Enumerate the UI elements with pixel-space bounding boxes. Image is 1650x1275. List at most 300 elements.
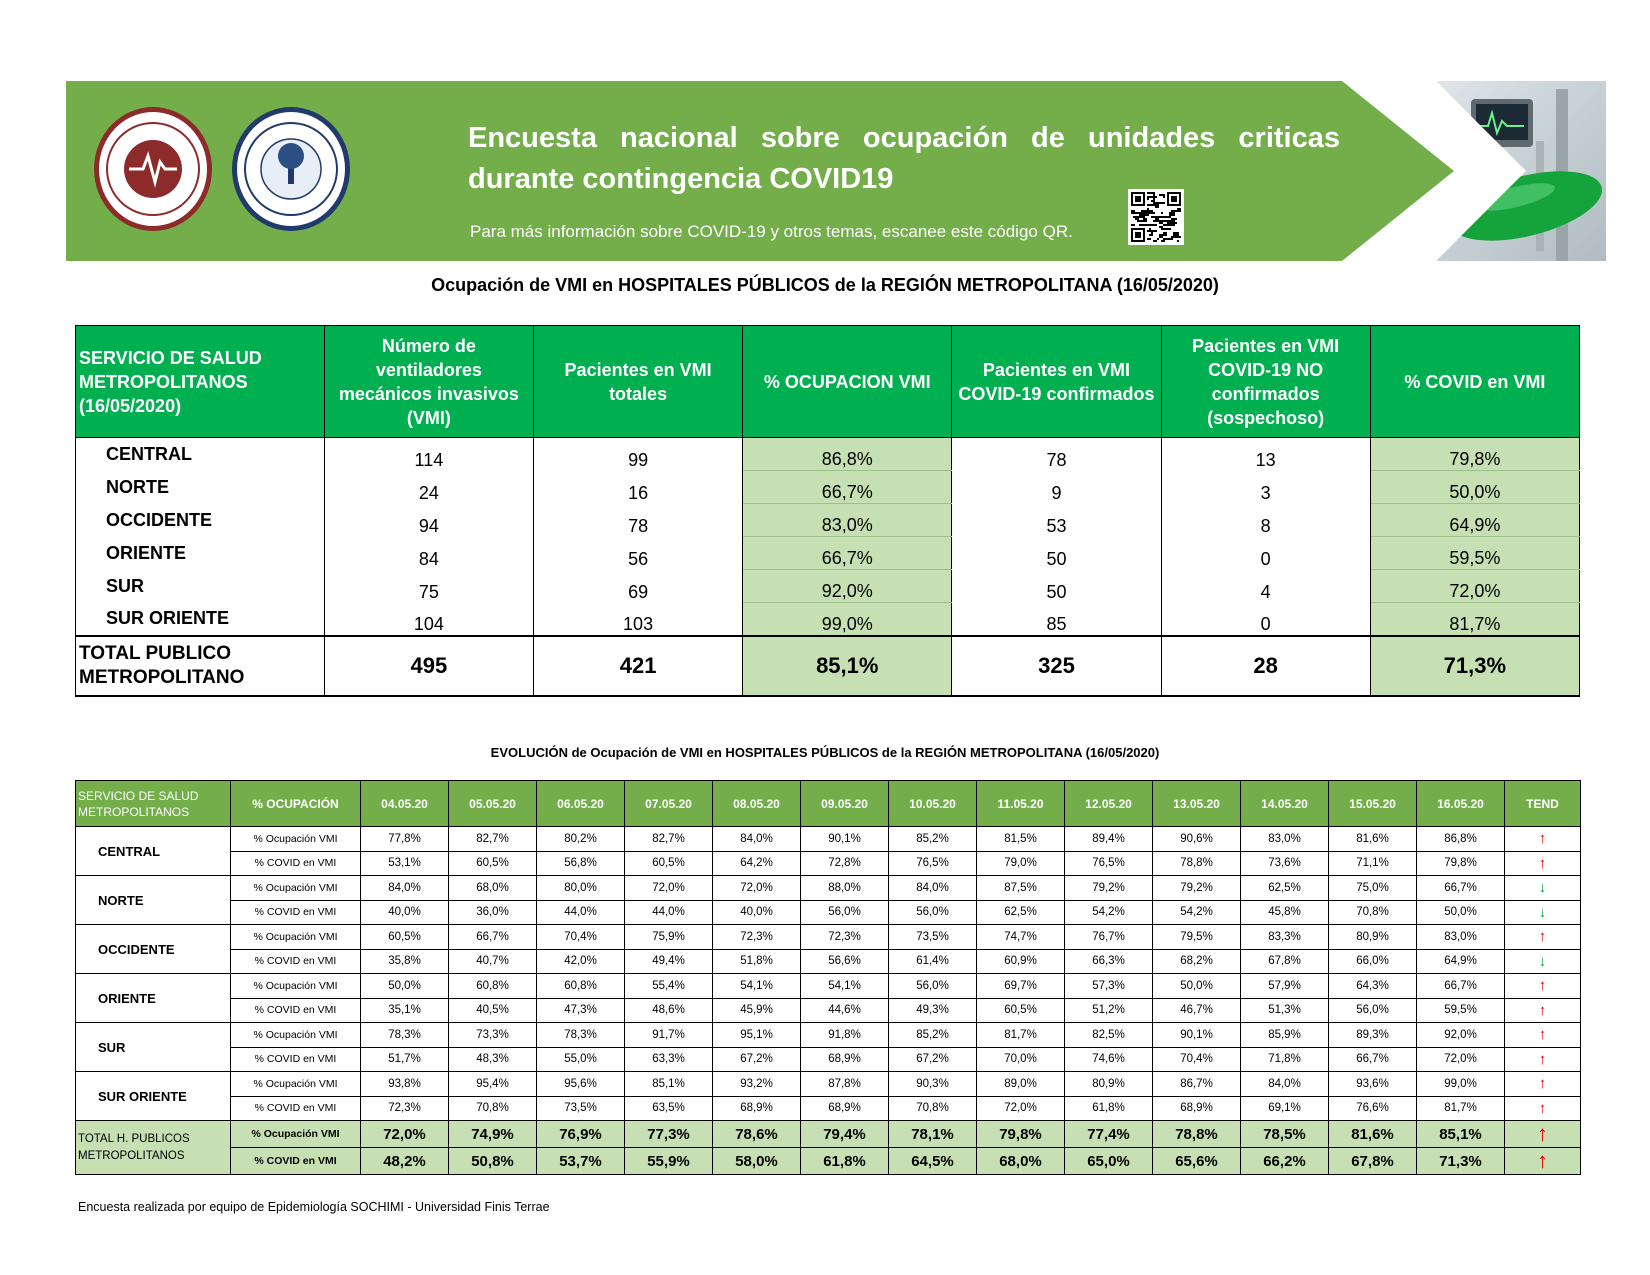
- cell-covid-confirmed: 9: [952, 471, 1161, 504]
- cell-metric-label: % Ocupación VMI: [231, 974, 361, 999]
- cell-value: 47,3%: [537, 998, 625, 1023]
- cell-value: 89,4%: [1065, 827, 1153, 852]
- cell-value: 90,1%: [1153, 1023, 1241, 1048]
- table-row: [76, 998, 1581, 1023]
- cell-value: 60,5%: [361, 925, 449, 950]
- cell-value: 79,2%: [1065, 876, 1153, 901]
- cell-covid-confirmed: 85: [952, 603, 1161, 637]
- table-row: [76, 1072, 1581, 1097]
- cell-value: 60,5%: [625, 851, 713, 876]
- cell-value: 53,7%: [537, 1148, 625, 1175]
- cell-service-name: SUR ORIENTE: [76, 603, 325, 637]
- cell-service-name: SUR ORIENTE: [76, 1072, 231, 1121]
- cell-value: 71,1%: [1329, 851, 1417, 876]
- cell-value: 69,1%: [1241, 1096, 1329, 1121]
- cell-value: 66,3%: [1065, 949, 1153, 974]
- cell-value: 70,8%: [889, 1096, 977, 1121]
- cell-trend: [1505, 1121, 1581, 1148]
- cell-value: 90,3%: [889, 1072, 977, 1097]
- cell-value: 82,7%: [625, 827, 713, 852]
- cell-value: 60,8%: [449, 974, 537, 999]
- cell-metric-label: % Ocupación VMI: [231, 876, 361, 901]
- cell-value: 66,0%: [1329, 949, 1417, 974]
- cell-value: 56,6%: [801, 949, 889, 974]
- cell-value: 67,8%: [1241, 949, 1329, 974]
- col-header-date: 05.05.20: [449, 781, 537, 827]
- cell-value: 56,0%: [1329, 998, 1417, 1023]
- cell-value: 82,5%: [1065, 1023, 1153, 1048]
- table-header-row: [76, 326, 1580, 438]
- trend-down-icon: ↓: [1538, 952, 1547, 970]
- cell-value: 46,7%: [1153, 998, 1241, 1023]
- table-row: [76, 925, 1581, 950]
- table-row: [76, 974, 1581, 999]
- header-banner: [66, 81, 1606, 261]
- cell-value: 80,0%: [537, 876, 625, 901]
- cell-value: 79,5%: [1153, 925, 1241, 950]
- cell-value: 44,0%: [625, 900, 713, 925]
- cell-value: 78,8%: [1153, 1121, 1241, 1148]
- cell-metric-label: % Ocupación VMI: [231, 827, 361, 852]
- cell-value: 84,0%: [713, 827, 801, 852]
- cell-value: 73,3%: [449, 1023, 537, 1048]
- cell-ventilators: 104: [324, 603, 533, 637]
- cell-value: 81,6%: [1329, 827, 1417, 852]
- col-header-date: 08.05.20: [713, 781, 801, 827]
- cell-value: 80,2%: [537, 827, 625, 852]
- cell-occupancy-pct: 66,7%: [743, 537, 952, 570]
- cell-trend: [1505, 1047, 1581, 1072]
- col-header-date: 09.05.20: [801, 781, 889, 827]
- cell-value: 68,0%: [449, 876, 537, 901]
- cell-value: 40,0%: [713, 900, 801, 925]
- cell-value: 80,9%: [1329, 925, 1417, 950]
- col-header-ventilators: Número de ventiladores mecánicos invasivos (VMI): [324, 326, 533, 438]
- cell-value: 44,6%: [801, 998, 889, 1023]
- cell-value: 64,3%: [1329, 974, 1417, 999]
- cell-value: 54,2%: [1065, 900, 1153, 925]
- cell-value: 56,0%: [801, 900, 889, 925]
- cell-value: 75,9%: [625, 925, 713, 950]
- cell-value: 84,0%: [361, 876, 449, 901]
- table-row: [76, 1096, 1581, 1121]
- cell-value: 95,4%: [449, 1072, 537, 1097]
- table-row: [76, 471, 1580, 504]
- total-covid-suspected: 28: [1161, 636, 1370, 696]
- cell-value: 73,5%: [537, 1096, 625, 1121]
- cell-service-name: CENTRAL: [76, 438, 325, 471]
- cell-service-name: OCCIDENTE: [76, 504, 325, 537]
- col-header-patients-total: Pacientes en VMI totales: [533, 326, 742, 438]
- cell-covid-suspected: 3: [1161, 471, 1370, 504]
- cell-value: 76,6%: [1329, 1096, 1417, 1121]
- cell-value: 58,0%: [713, 1148, 801, 1175]
- cell-value: 93,6%: [1329, 1072, 1417, 1097]
- cell-trend: [1505, 1072, 1581, 1097]
- cell-value: 72,0%: [977, 1096, 1065, 1121]
- col-header-covid-pct: % COVID en VMI: [1370, 326, 1579, 438]
- cell-metric-label: % Ocupación VMI: [231, 1121, 361, 1148]
- sochimi-logo: [94, 107, 212, 231]
- table-row: [76, 504, 1580, 537]
- col-header-date: 06.05.20: [537, 781, 625, 827]
- cell-value: 67,2%: [889, 1047, 977, 1072]
- cell-value: 85,1%: [625, 1072, 713, 1097]
- cell-value: 68,9%: [713, 1096, 801, 1121]
- col-header-date: 15.05.20: [1329, 781, 1417, 827]
- cell-value: 72,0%: [713, 876, 801, 901]
- cell-ventilators: 94: [324, 504, 533, 537]
- cell-covid-confirmed: 53: [952, 504, 1161, 537]
- cell-value: 76,7%: [1065, 925, 1153, 950]
- table-row: [76, 438, 1580, 471]
- cell-value: 90,1%: [801, 827, 889, 852]
- qr-code[interactable]: [1128, 189, 1184, 245]
- cell-value: 79,8%: [1417, 851, 1505, 876]
- table-row: [76, 1047, 1581, 1072]
- cell-value: 51,2%: [1065, 998, 1153, 1023]
- cell-metric-label: % Ocupación VMI: [231, 1072, 361, 1097]
- cell-value: 45,8%: [1241, 900, 1329, 925]
- cell-value: 65,0%: [1065, 1148, 1153, 1175]
- cell-value: 66,7%: [1329, 1047, 1417, 1072]
- cell-value: 91,8%: [801, 1023, 889, 1048]
- cell-value: 56,8%: [537, 851, 625, 876]
- cell-value: 70,4%: [537, 925, 625, 950]
- cell-value: 50,0%: [1153, 974, 1241, 999]
- cell-value: 71,8%: [1241, 1047, 1329, 1072]
- trend-up-icon: ↑: [1538, 1075, 1547, 1093]
- cell-value: 86,8%: [1417, 827, 1505, 852]
- cell-patients-total: 78: [533, 504, 742, 537]
- col-header-date: 14.05.20: [1241, 781, 1329, 827]
- cell-value: 60,5%: [977, 998, 1065, 1023]
- cell-value: 68,0%: [977, 1148, 1065, 1175]
- cell-value: 75,0%: [1329, 876, 1417, 901]
- cell-value: 79,4%: [801, 1121, 889, 1148]
- cell-value: 54,1%: [801, 974, 889, 999]
- footer-note: Encuesta realizada por equipo de Epidemiología SOCHIMI - Universidad Finis Terrae: [78, 1200, 550, 1214]
- cell-value: 64,2%: [713, 851, 801, 876]
- cell-occupancy-pct: 99,0%: [743, 603, 952, 637]
- table-row: [76, 1148, 1581, 1175]
- cell-value: 49,4%: [625, 949, 713, 974]
- total-ventilators: 495: [324, 636, 533, 696]
- cell-value: 61,4%: [889, 949, 977, 974]
- cell-metric-label: % COVID en VMI: [231, 998, 361, 1023]
- cell-metric-label: % Ocupación VMI: [231, 1023, 361, 1048]
- cell-value: 74,6%: [1065, 1047, 1153, 1072]
- cell-value: 59,5%: [1417, 998, 1505, 1023]
- cell-service-name: SUR: [76, 570, 325, 603]
- table1-title: Ocupación de VMI en HOSPITALES PÚBLICOS de la REGIÓN METROPOLITANA (16/05/2020): [431, 275, 1219, 295]
- cell-covid-suspected: 8: [1161, 504, 1370, 537]
- cell-value: 89,0%: [977, 1072, 1065, 1097]
- cell-metric-label: % COVID en VMI: [231, 1047, 361, 1072]
- cell-value: 72,8%: [801, 851, 889, 876]
- cell-value: 48,3%: [449, 1047, 537, 1072]
- cell-value: 77,4%: [1065, 1121, 1153, 1148]
- cell-value: 88,0%: [801, 876, 889, 901]
- cell-metric-label: % COVID en VMI: [231, 1096, 361, 1121]
- cell-patients-total: 56: [533, 537, 742, 570]
- cell-value: 85,2%: [889, 1023, 977, 1048]
- col-header-covid-suspected: Pacientes en VMI COVID-19 NO confirmados (sospechoso): [1161, 326, 1370, 438]
- col-header-service: SERVICIO DE SALUD METROPOLITANOS: [76, 781, 231, 827]
- cell-value: 70,0%: [977, 1047, 1065, 1072]
- cell-occupancy-pct: 83,0%: [743, 504, 952, 537]
- cell-metric-label: % COVID en VMI: [231, 851, 361, 876]
- total-service-name: TOTAL PUBLICO METROPOLITANO: [76, 636, 325, 696]
- col-header-date: 10.05.20: [889, 781, 977, 827]
- table-header-row: [76, 781, 1581, 827]
- cell-value: 63,5%: [625, 1096, 713, 1121]
- cell-patients-total: 103: [533, 603, 742, 637]
- cell-value: 55,4%: [625, 974, 713, 999]
- cell-patients-total: 69: [533, 570, 742, 603]
- cell-value: 66,7%: [1417, 974, 1505, 999]
- cell-value: 67,2%: [713, 1047, 801, 1072]
- cell-value: 78,6%: [713, 1121, 801, 1148]
- table-row: [76, 1121, 1581, 1148]
- col-header-date: 16.05.20: [1417, 781, 1505, 827]
- cell-occupancy-pct: 86,8%: [743, 438, 952, 471]
- cell-value: 62,5%: [977, 900, 1065, 925]
- banner-subtitle: Para más información sobre COVID-19 y otros temas, escanee este código QR.: [470, 222, 1073, 241]
- cell-value: 69,7%: [977, 974, 1065, 999]
- trend-up-icon: ↑: [1538, 1026, 1547, 1044]
- cell-service-name: ORIENTE: [76, 537, 325, 570]
- cell-value: 42,0%: [537, 949, 625, 974]
- col-header-date: 04.05.20: [361, 781, 449, 827]
- table-row: [76, 900, 1581, 925]
- cell-value: 51,8%: [713, 949, 801, 974]
- cell-value: 35,1%: [361, 998, 449, 1023]
- cell-metric-label: % COVID en VMI: [231, 1148, 361, 1175]
- cell-occupancy-pct: 66,7%: [743, 471, 952, 504]
- cell-covid-suspected: 0: [1161, 603, 1370, 637]
- col-header-date: 07.05.20: [625, 781, 713, 827]
- cell-service-name: ORIENTE: [76, 974, 231, 1023]
- cell-value: 83,0%: [1241, 827, 1329, 852]
- cell-value: 77,3%: [625, 1121, 713, 1148]
- cell-value: 81,7%: [977, 1023, 1065, 1048]
- cell-value: 50,0%: [361, 974, 449, 999]
- cell-service-name: SUR: [76, 1023, 231, 1072]
- cell-value: 65,6%: [1153, 1148, 1241, 1175]
- cell-value: 51,3%: [1241, 998, 1329, 1023]
- cell-value: 72,3%: [801, 925, 889, 950]
- cell-value: 68,9%: [1153, 1096, 1241, 1121]
- cell-value: 78,3%: [537, 1023, 625, 1048]
- cell-value: 45,9%: [713, 998, 801, 1023]
- total-covid-pct: 71,3%: [1370, 636, 1579, 696]
- cell-value: 40,5%: [449, 998, 537, 1023]
- cell-value: 57,9%: [1241, 974, 1329, 999]
- cell-value: 83,3%: [1241, 925, 1329, 950]
- trend-up-icon: ↑: [1538, 1099, 1547, 1117]
- cell-value: 72,0%: [1417, 1047, 1505, 1072]
- cell-value: 93,2%: [713, 1072, 801, 1097]
- trend-up-icon: ↑: [1538, 830, 1547, 848]
- table-row: [76, 876, 1581, 901]
- trend-up-icon: ↑: [1538, 854, 1547, 872]
- cell-metric-label: % Ocupación VMI: [231, 925, 361, 950]
- cell-service-name: NORTE: [76, 471, 325, 504]
- cell-value: 68,9%: [801, 1096, 889, 1121]
- cell-trend: [1505, 974, 1581, 999]
- cell-ventilators: 114: [324, 438, 533, 471]
- cell-value: 80,9%: [1065, 1072, 1153, 1097]
- cell-value: 48,6%: [625, 998, 713, 1023]
- table-row: [76, 1023, 1581, 1048]
- total-occupancy-pct: 85,1%: [743, 636, 952, 696]
- cell-value: 49,3%: [889, 998, 977, 1023]
- cell-value: 72,0%: [625, 876, 713, 901]
- cell-value: 66,2%: [1241, 1148, 1329, 1175]
- cell-value: 78,8%: [1153, 851, 1241, 876]
- cell-value: 55,9%: [625, 1148, 713, 1175]
- cell-service-name: OCCIDENTE: [76, 925, 231, 974]
- cell-value: 79,8%: [977, 1121, 1065, 1148]
- cell-value: 77,8%: [361, 827, 449, 852]
- cell-value: 76,5%: [1065, 851, 1153, 876]
- col-header-service: SERVICIO DE SALUD METROPOLITANOS (16/05/2020): [76, 326, 325, 438]
- cell-value: 81,5%: [977, 827, 1065, 852]
- cell-value: 73,5%: [889, 925, 977, 950]
- cell-covid-confirmed: 50: [952, 570, 1161, 603]
- trend-up-icon: ↑: [1537, 1121, 1548, 1146]
- total-covid-confirmed: 325: [952, 636, 1161, 696]
- cell-value: 68,9%: [801, 1047, 889, 1072]
- col-header-trend: TEND: [1505, 781, 1581, 827]
- cell-value: 73,6%: [1241, 851, 1329, 876]
- cell-value: 85,2%: [889, 827, 977, 852]
- cell-covid-pct: 64,9%: [1370, 504, 1579, 537]
- table2-title: EVOLUCIÓN de Ocupación de VMI en HOSPITALES PÚBLICOS de la REGIÓN METROPOLITANA (16/05/2020): [490, 745, 1160, 760]
- cell-value: 78,3%: [361, 1023, 449, 1048]
- table-row: [76, 603, 1580, 637]
- cell-value: 51,7%: [361, 1047, 449, 1072]
- cell-value: 83,0%: [1417, 925, 1505, 950]
- trend-up-icon: ↑: [1538, 977, 1547, 995]
- cell-trend: [1505, 949, 1581, 974]
- cell-trend: [1505, 876, 1581, 901]
- cell-service-name: NORTE: [76, 876, 231, 925]
- evolution-table: [75, 780, 1581, 1175]
- cell-patients-total: 16: [533, 471, 742, 504]
- cell-value: 87,8%: [801, 1072, 889, 1097]
- cell-trend: [1505, 851, 1581, 876]
- cell-value: 60,9%: [977, 949, 1065, 974]
- cell-value: 70,8%: [449, 1096, 537, 1121]
- total-patients-total: 421: [533, 636, 742, 696]
- cell-value: 81,7%: [1417, 1096, 1505, 1121]
- cell-ventilators: 84: [324, 537, 533, 570]
- trend-up-icon: ↑: [1537, 1148, 1548, 1173]
- cell-value: 81,6%: [1329, 1121, 1417, 1148]
- cell-value: 86,7%: [1153, 1072, 1241, 1097]
- cell-trend: [1505, 1096, 1581, 1121]
- cell-covid-confirmed: 50: [952, 537, 1161, 570]
- occupancy-table: [75, 325, 1580, 697]
- cell-trend: [1505, 827, 1581, 852]
- table-row: [76, 851, 1581, 876]
- cell-trend: [1505, 998, 1581, 1023]
- cell-value: 55,0%: [537, 1047, 625, 1072]
- cell-value: 82,7%: [449, 827, 537, 852]
- cell-value: 93,8%: [361, 1072, 449, 1097]
- cell-value: 64,5%: [889, 1148, 977, 1175]
- cell-value: 56,0%: [889, 974, 977, 999]
- cell-value: 71,3%: [1417, 1148, 1505, 1175]
- cell-value: 68,2%: [1153, 949, 1241, 974]
- table-row: [76, 949, 1581, 974]
- cell-value: 90,6%: [1153, 827, 1241, 852]
- cell-value: 95,1%: [713, 1023, 801, 1048]
- table-row: [76, 570, 1580, 603]
- total-row: [76, 636, 1580, 696]
- cell-value: 50,8%: [449, 1148, 537, 1175]
- cell-value: 67,8%: [1329, 1148, 1417, 1175]
- cell-value: 57,3%: [1065, 974, 1153, 999]
- cell-ventilators: 75: [324, 570, 533, 603]
- cell-metric-label: % COVID en VMI: [231, 949, 361, 974]
- trend-up-icon: ↑: [1538, 1050, 1547, 1068]
- finis-terrae-logo: [232, 107, 350, 231]
- cell-covid-confirmed: 78: [952, 438, 1161, 471]
- cell-covid-suspected: 4: [1161, 570, 1370, 603]
- cell-value: 74,9%: [449, 1121, 537, 1148]
- cell-value: 95,6%: [537, 1072, 625, 1097]
- cell-occupancy-pct: 92,0%: [743, 570, 952, 603]
- cell-value: 54,1%: [713, 974, 801, 999]
- cell-trend: [1505, 1148, 1581, 1175]
- cell-value: 54,2%: [1153, 900, 1241, 925]
- cell-value: 70,4%: [1153, 1047, 1241, 1072]
- cell-value: 85,9%: [1241, 1023, 1329, 1048]
- cell-value: 70,8%: [1329, 900, 1417, 925]
- cell-value: 60,8%: [537, 974, 625, 999]
- table-row: [76, 537, 1580, 570]
- col-header-date: 13.05.20: [1153, 781, 1241, 827]
- cell-value: 85,1%: [1417, 1121, 1505, 1148]
- cell-patients-total: 99: [533, 438, 742, 471]
- cell-value: 84,0%: [889, 876, 977, 901]
- cell-trend: [1505, 900, 1581, 925]
- cell-covid-pct: 79,8%: [1370, 438, 1579, 471]
- cell-value: 48,2%: [361, 1148, 449, 1175]
- cell-value: 40,7%: [449, 949, 537, 974]
- cell-value: 61,8%: [1065, 1096, 1153, 1121]
- cell-value: 89,3%: [1329, 1023, 1417, 1048]
- cell-value: 78,5%: [1241, 1121, 1329, 1148]
- cell-metric-label: % COVID en VMI: [231, 900, 361, 925]
- trend-down-icon: ↓: [1538, 879, 1547, 897]
- cell-value: 50,0%: [1417, 900, 1505, 925]
- cell-covid-pct: 59,5%: [1370, 537, 1579, 570]
- trend-up-icon: ↑: [1538, 1001, 1547, 1019]
- cell-value: 78,1%: [889, 1121, 977, 1148]
- cell-value: 92,0%: [1417, 1023, 1505, 1048]
- col-header-metric: % OCUPACIÓN: [231, 781, 361, 827]
- cell-value: 40,0%: [361, 900, 449, 925]
- cell-value: 72,3%: [713, 925, 801, 950]
- cell-service-name: CENTRAL: [76, 827, 231, 876]
- cell-value: 64,9%: [1417, 949, 1505, 974]
- cell-value: 72,0%: [361, 1121, 449, 1148]
- cell-covid-suspected: 13: [1161, 438, 1370, 471]
